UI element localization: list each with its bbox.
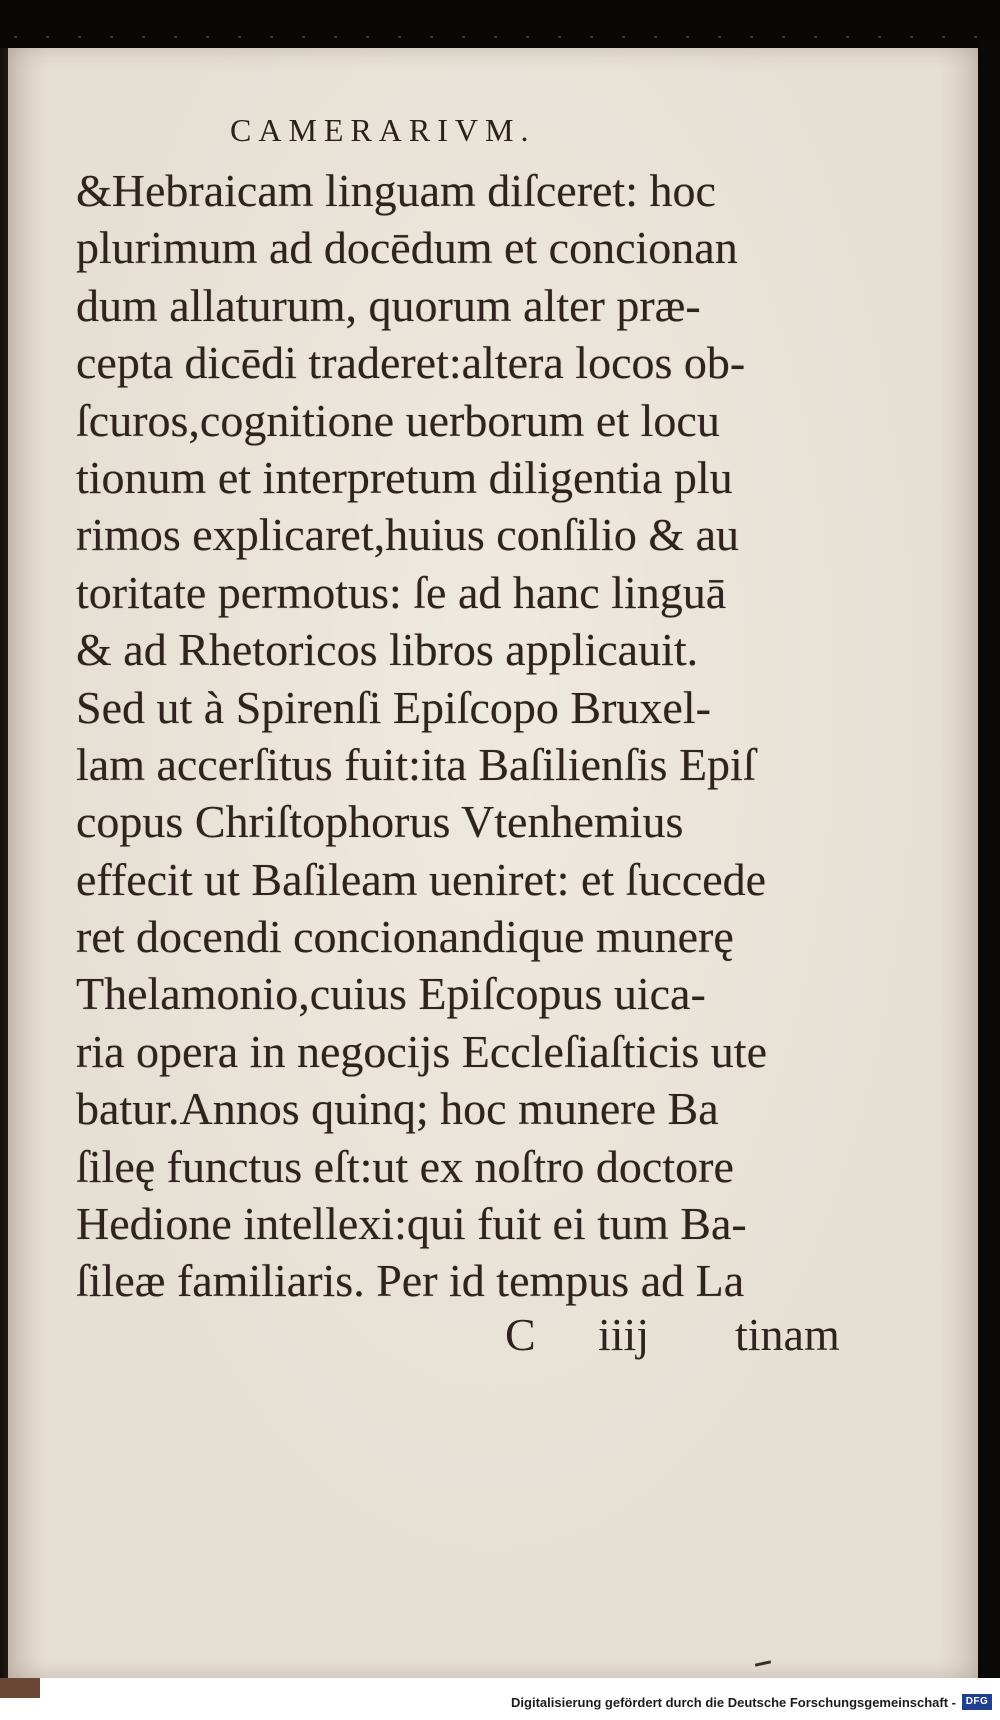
text-line: effecit ut Baſileam ueniret: et ſuccede: [76, 853, 767, 905]
page-text: [76, 162, 846, 1310]
scan-background-right: [978, 40, 1000, 1680]
funding-credit: Digitalisierung gefördert durch die Deutsche Forschungsgemeinschaft -: [511, 1695, 956, 1710]
text-line: ſileę functus eſt:ut ex noſtro doctore: [76, 1140, 734, 1192]
text-line: Sed ut à Spirenſi Epiſcopo Bruxel-: [76, 681, 711, 733]
text-line: rimos explicaret,huius conſilio & au: [76, 509, 740, 561]
text-line: toritate permotus: ſe ad hanc linguā: [76, 566, 727, 618]
text-line: batur.Annos quinq; hoc munere Ba: [76, 1083, 719, 1135]
text-line: &Hebraicam linguam diſceret: hoc: [76, 165, 716, 216]
text-line: ret docendi concionandique munerę: [76, 911, 734, 963]
text-line: cepta dicēdi traderet:altera locos ob-: [76, 337, 746, 389]
scan-background-top: [0, 0, 1000, 48]
scan-corner: [0, 1678, 40, 1698]
text-line: ſcuros,cognitione uerborum et locu: [76, 394, 720, 446]
text-line: copus Chriſtophorus Vtenhemius: [76, 796, 684, 848]
text-line: Hedione intellexi:qui fuit ei tum Ba-: [76, 1198, 747, 1250]
text-line: plurimum ad docēdum et concionan: [76, 222, 738, 274]
text-line: ria opera in negocijs Eccleſiaſticis ute: [76, 1025, 767, 1077]
dfg-logo: DFG: [962, 1694, 992, 1710]
text-line: lam accerſitus fuit:ita Baſilienſis Epiſ: [76, 738, 756, 790]
catchword: tinam: [735, 1309, 840, 1360]
text-line: tionum et interpretum diligentia plu: [76, 451, 733, 503]
text-line: & ad Rhetoricos libros applicauit.: [76, 624, 699, 676]
text-line: Thelamonio,cuius Epiſcopus uica-: [76, 968, 706, 1020]
text-line: dum allaturum, quorum alter præ-: [76, 279, 701, 331]
running-head: CAMERARIVM.: [230, 112, 536, 148]
signature-mark-letter: C: [505, 1309, 536, 1360]
text-line: ſileæ familiaris. Per id tempus ad La: [76, 1255, 745, 1307]
scan-edge-dots: [14, 36, 984, 38]
signature-mark-number: iiij: [598, 1309, 650, 1360]
